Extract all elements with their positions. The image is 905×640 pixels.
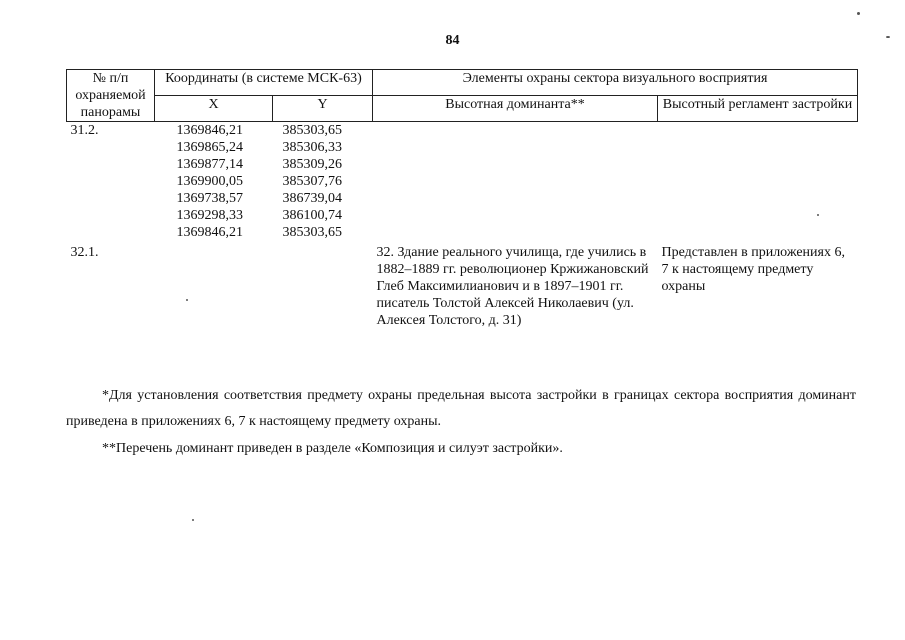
header-y: Y [273, 96, 373, 122]
row-number: 32.1. [70, 245, 99, 260]
footnote-dominants-list: **Перечень доминант приведен в разделе «Композиция и силуэт застройки». [102, 441, 563, 456]
regulation-cell [658, 224, 858, 241]
dominant-cell [373, 139, 658, 156]
row-number [67, 156, 155, 173]
y-coordinate: 385307,76 [282, 174, 342, 189]
regulation-cell [658, 190, 858, 207]
regulation-cell: Представлен в приложениях 6, 7 к настоящему предмету охраны [661, 245, 845, 294]
scan-speck [186, 299, 188, 301]
table-row [67, 241, 858, 329]
y-coordinate: 385306,33 [282, 140, 342, 155]
table-row [67, 122, 858, 140]
scan-speck [192, 519, 194, 521]
row-number: 31.2. [70, 123, 99, 138]
y-coordinate: 386739,04 [282, 191, 342, 206]
row-number [67, 173, 155, 190]
table-row [67, 207, 858, 224]
header-x: X [155, 96, 273, 122]
scan-speck [857, 12, 860, 15]
x-coordinate: 1369900,05 [176, 174, 243, 189]
x-coordinate: 1369846,21 [176, 123, 243, 138]
coordinates-table [66, 69, 858, 329]
table-row [67, 190, 858, 207]
dominant-cell [373, 190, 658, 207]
dominant-cell [373, 156, 658, 173]
table-row [67, 156, 858, 173]
dominant-cell [373, 207, 658, 224]
table-row [67, 173, 858, 190]
row-number [67, 224, 155, 241]
dominant-cell: 32. Здание реального училища, где учились в 1882–1889 гг. революционер Кржижановский Глеб Максимилианович и в 1897–1901 гг. писатель Толстой Алексей Николаевич (ул. Алексея Толстого, д. 31) [376, 245, 649, 328]
footnote-height-limit: *Для установления соответствия предмету охраны предельная высота застройки в границах сектора восприятия доминант приведена в приложениях 6, 7 к настоящему предмету охраны. [66, 388, 856, 429]
dominant-cell [373, 173, 658, 190]
x-coordinate [155, 241, 273, 329]
page-number: 84 [445, 33, 460, 48]
x-coordinate: 1369846,21 [176, 225, 243, 240]
header-dominant: Высотная доминанта** [373, 96, 658, 122]
dominant-cell [373, 224, 658, 241]
regulation-cell [658, 122, 858, 140]
dominant-cell [373, 122, 658, 140]
table-row [67, 139, 858, 156]
scan-speck [817, 214, 819, 216]
header-protection-elements: Элементы охраны сектора визуального восприятия [373, 70, 858, 96]
regulation-cell [658, 139, 858, 156]
regulation-cell [658, 173, 858, 190]
row-number [67, 207, 155, 224]
scan-speck [886, 36, 890, 38]
x-coordinate: 1369877,14 [176, 157, 243, 172]
x-coordinate: 1369738,57 [176, 191, 243, 206]
y-coordinate: 386100,74 [282, 208, 342, 223]
table-row [67, 224, 858, 241]
y-coordinate: 385309,26 [282, 157, 342, 172]
regulation-cell [658, 207, 858, 224]
table-body [67, 122, 858, 330]
x-coordinate: 1369298,33 [176, 208, 243, 223]
row-number [67, 190, 155, 207]
y-coordinate: 385303,65 [282, 225, 342, 240]
header-number: № п/п охраняемой панорамы [67, 70, 155, 122]
x-coordinate: 1369865,24 [176, 140, 243, 155]
header-coordinates: Координаты (в системе МСК-63) [155, 70, 373, 96]
y-coordinate: 385303,65 [282, 123, 342, 138]
regulation-cell [658, 156, 858, 173]
y-coordinate [273, 241, 373, 329]
row-number [67, 139, 155, 156]
header-regulation: Высотный регламент застройки [658, 96, 858, 122]
